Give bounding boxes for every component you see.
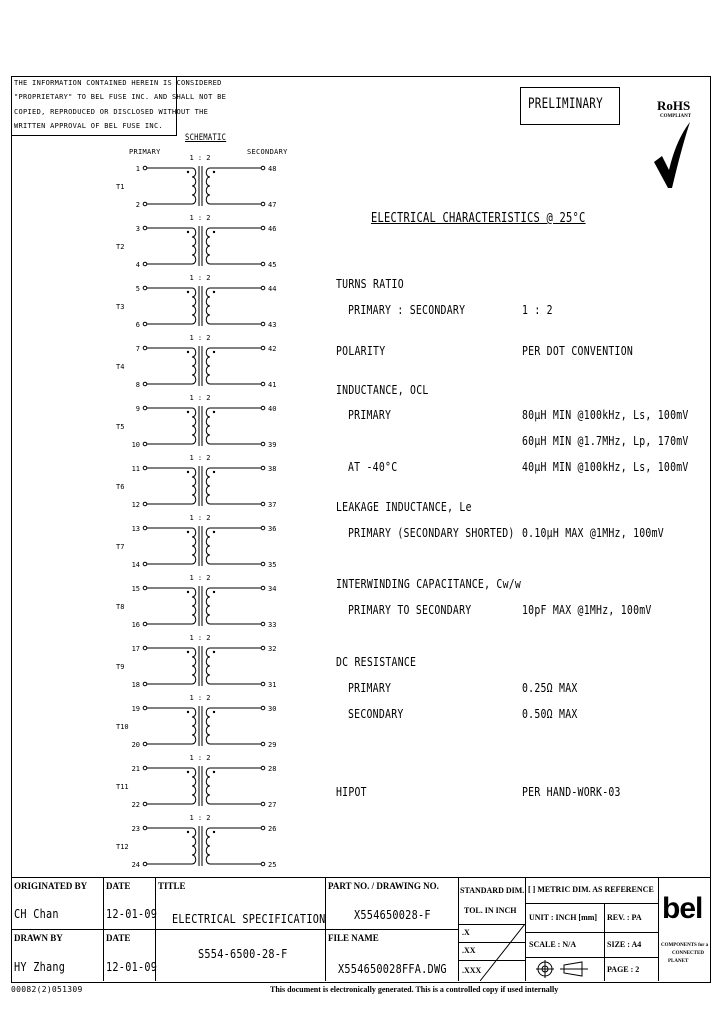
proprietary-notice-line-3: COPIED, REPRODUCED OR DISCLOSED WITHOUT THE xyxy=(14,108,209,116)
channel-t5-label: T5 xyxy=(116,423,125,431)
channel-t5-pin-10: 10 xyxy=(131,441,140,449)
channel-t10-pin-30: 30 xyxy=(268,705,277,713)
channel-t8-primary-coil xyxy=(192,588,196,624)
titleblock-div-3 xyxy=(325,877,326,981)
channel-t3-pin-5: 5 xyxy=(135,285,140,293)
channel-t4-pin-7: 7 xyxy=(135,345,140,353)
channel-t8-pin-33: 33 xyxy=(268,621,277,629)
channel-t7-ratio: 1 : 2 xyxy=(189,514,211,522)
drawn-by-label: DRAWN BY xyxy=(14,933,63,943)
channel-t2-pin-4: 4 xyxy=(135,261,140,269)
tol-x-label: .X xyxy=(462,928,470,937)
size-label: SIZE : A4 xyxy=(607,940,642,949)
titleblock-top-line xyxy=(11,877,710,878)
file-name-label: FILE NAME xyxy=(328,933,379,943)
channel-t10-terminal-p2 xyxy=(143,742,147,746)
channel-t5-dot-primary xyxy=(187,411,189,413)
interwinding-label: INTERWINDING CAPACITANCE, Cw/w xyxy=(336,577,522,591)
channel-t10-pin-19: 19 xyxy=(131,705,140,713)
channel-t12-terminal-p1 xyxy=(143,826,147,830)
right-line-3 xyxy=(525,957,658,958)
right-line-2 xyxy=(525,932,658,933)
title-line-1: ELECTRICAL SPECIFICATION xyxy=(172,912,326,926)
channel-t12-pin-25: 25 xyxy=(268,861,277,869)
channel-t3-terminal-p2 xyxy=(143,322,147,326)
part-no-value: X554650028-F xyxy=(354,908,431,922)
channel-t7-label: T7 xyxy=(116,543,125,551)
channel-t9-primary-coil xyxy=(192,648,196,684)
channel-t4-terminal-p1 xyxy=(143,346,147,350)
turns-ratio-label: TURNS RATIO xyxy=(336,277,404,291)
channel-t4-pin-8: 8 xyxy=(135,381,140,389)
channel-t7-dot-primary xyxy=(187,531,189,533)
channel-t7-secondary-coil xyxy=(206,528,210,564)
titleblock-div-6 xyxy=(658,877,659,981)
channel-t12-pin-24: 24 xyxy=(131,861,140,869)
channel-t3-label: T3 xyxy=(116,303,125,311)
channel-t2-primary-coil xyxy=(192,228,196,264)
scale-label: SCALE : N/A xyxy=(529,940,577,949)
rev-label: REV. : PA xyxy=(607,913,642,922)
channel-t12-dot-secondary xyxy=(213,831,215,833)
channel-t8-pin-34: 34 xyxy=(268,585,277,593)
channel-t4-terminal-s2 xyxy=(261,382,265,386)
channel-t6-terminal-s2 xyxy=(261,502,265,506)
interwinding-primary-label: PRIMARY TO SECONDARY xyxy=(348,603,472,617)
tol-xxx-label: .XXX xyxy=(462,966,482,975)
channel-t12-pin-26: 26 xyxy=(268,825,277,833)
spec-heading: ELECTRICAL CHARACTERISTICS @ 25°C xyxy=(371,211,586,226)
channel-t9-secondary-coil xyxy=(206,648,210,684)
primary-secondary-label: PRIMARY : SECONDARY xyxy=(348,303,466,317)
dcr-primary-label: PRIMARY xyxy=(348,681,392,695)
channel-t4-terminal-s1 xyxy=(261,346,265,350)
channel-t11-pin-21: 21 xyxy=(131,765,140,773)
channel-t5-dot-secondary xyxy=(213,411,215,413)
channel-t12-secondary-coil xyxy=(206,828,210,864)
channel-t1-dot-primary xyxy=(187,171,189,173)
channel-t9-terminal-s2 xyxy=(261,682,265,686)
channel-t3-ratio: 1 : 2 xyxy=(189,274,211,282)
channel-t11-dot-secondary xyxy=(213,771,215,773)
channel-t3-terminal-s2 xyxy=(261,322,265,326)
channel-t8-terminal-s1 xyxy=(261,586,265,590)
polarity-value: PER DOT CONVENTION xyxy=(522,344,634,358)
proprietary-notice-line-2: "PROPRIETARY" TO BEL FUSE INC. AND SHALL NOT BE xyxy=(14,93,227,101)
channel-t1-secondary-coil xyxy=(206,168,210,204)
document-notice: This document is electronically generated. This is a controlled copy if used internally xyxy=(270,985,559,994)
channel-t9-label: T9 xyxy=(116,663,125,671)
channel-t4-secondary-coil xyxy=(206,348,210,384)
dcr-secondary-label: SECONDARY xyxy=(348,707,404,721)
channel-t7-pin-36: 36 xyxy=(268,525,277,533)
channel-t10-terminal-p1 xyxy=(143,706,147,710)
channel-t12-dot-primary xyxy=(187,831,189,833)
channel-t11-terminal-p2 xyxy=(143,802,147,806)
channel-t11-label: T11 xyxy=(116,783,129,791)
drawn-by-value: HY Zhang xyxy=(14,960,66,974)
channel-t10-pin-29: 29 xyxy=(268,741,277,749)
channel-t4-dot-primary xyxy=(187,351,189,353)
channel-t10-primary-coil xyxy=(192,708,196,744)
channel-t2-terminal-p2 xyxy=(143,262,147,266)
hipot-label: HIPOT xyxy=(336,785,367,799)
channel-t9-pin-31: 31 xyxy=(268,681,277,689)
channel-t6-terminal-s1 xyxy=(261,466,265,470)
channel-t11-terminal-s2 xyxy=(261,802,265,806)
right-line-1 xyxy=(525,903,658,904)
tolerance-diagonal xyxy=(480,924,525,981)
channel-t8-dot-primary xyxy=(187,591,189,593)
channel-t7-primary-coil xyxy=(192,528,196,564)
channel-t2-dot-secondary xyxy=(213,231,215,233)
channel-t1-pin-1: 1 xyxy=(135,165,140,173)
channel-t5-secondary-coil xyxy=(206,408,210,444)
channel-t7-terminal-s2 xyxy=(261,562,265,566)
channel-t1-pin-2: 2 xyxy=(135,201,140,209)
channel-t3-terminal-s1 xyxy=(261,286,265,290)
titleblock-mid-line-right xyxy=(325,929,458,930)
channel-t8-label: T8 xyxy=(116,603,125,611)
channel-t6-primary-coil xyxy=(192,468,196,504)
channel-t6-pin-11: 11 xyxy=(131,465,140,473)
inductance-value-3: 40μH MIN @100kHz, Ls, 100mV xyxy=(522,460,689,474)
channel-t1-terminal-p2 xyxy=(143,202,147,206)
channel-t2-ratio: 1 : 2 xyxy=(189,214,211,222)
bel-tagline-3: PLANET xyxy=(668,959,689,964)
channel-t2-label: T2 xyxy=(116,243,125,251)
channel-t3-secondary-coil xyxy=(206,288,210,324)
channel-t7-pin-35: 35 xyxy=(268,561,277,569)
leakage-primary-label: PRIMARY (SECONDARY SHORTED) xyxy=(348,526,515,540)
bel-tagline-2: CONNECTED xyxy=(672,951,704,956)
rohs-sub: COMPLIANT xyxy=(660,114,692,119)
channel-t6-pin-38: 38 xyxy=(268,465,277,473)
channel-t3-pin-6: 6 xyxy=(135,321,140,329)
channel-t6-secondary-coil xyxy=(206,468,210,504)
channel-t4-dot-secondary xyxy=(213,351,215,353)
channel-t1-label: T1 xyxy=(116,183,125,191)
channel-t7-terminal-p2 xyxy=(143,562,147,566)
file-name-value: X554650028FFA.DWG xyxy=(338,962,447,976)
channel-t6-dot-primary xyxy=(187,471,189,473)
channel-t1-terminal-s2 xyxy=(261,202,265,206)
channel-t2-pin-46: 46 xyxy=(268,225,277,233)
polarity-label: POLARITY xyxy=(336,344,386,358)
channel-t12-ratio: 1 : 2 xyxy=(189,814,211,822)
right-div xyxy=(604,903,605,981)
channel-t12-primary-coil xyxy=(192,828,196,864)
channel-t5-terminal-s1 xyxy=(261,406,265,410)
channel-t5-primary-coil xyxy=(192,408,196,444)
leakage-value: 0.10μH MAX @1MHz, 100mV xyxy=(522,526,664,540)
inductance-value-1: 80μH MIN @100kHz, Ls, 100mV xyxy=(522,408,689,422)
unit-label: UNIT : INCH [mm] xyxy=(529,913,598,922)
titleblock-div-1 xyxy=(103,877,104,981)
inductance-primary-label: PRIMARY xyxy=(348,408,392,422)
channel-t2-dot-primary xyxy=(187,231,189,233)
titleblock-div-4 xyxy=(458,877,459,981)
title-label: TITLE xyxy=(158,881,186,891)
channel-t5-terminal-p1 xyxy=(143,406,147,410)
channel-t6-terminal-p2 xyxy=(143,502,147,506)
channel-t5-pin-39: 39 xyxy=(268,441,277,449)
rohs-title: RoHS xyxy=(657,98,691,113)
channel-t10-ratio: 1 : 2 xyxy=(189,694,211,702)
channel-t3-pin-44: 44 xyxy=(268,285,277,293)
channel-t9-dot-primary xyxy=(187,651,189,653)
channel-t1-ratio: 1 : 2 xyxy=(189,154,211,162)
hipot-value: PER HAND-WORK-03 xyxy=(522,785,621,799)
channel-t2-terminal-s2 xyxy=(261,262,265,266)
channel-t6-terminal-p1 xyxy=(143,466,147,470)
bel-logo: bel xyxy=(662,892,703,925)
inductance-label: INDUCTANCE, OCL xyxy=(336,383,429,397)
channel-t4-label: T4 xyxy=(116,363,125,371)
dcr-label: DC RESISTANCE xyxy=(336,655,417,669)
channel-t2-terminal-s1 xyxy=(261,226,265,230)
channel-t7-pin-13: 13 xyxy=(131,525,140,533)
channel-t10-secondary-coil xyxy=(206,708,210,744)
channel-t8-terminal-p1 xyxy=(143,586,147,590)
channel-t3-dot-primary xyxy=(187,291,189,293)
channel-t1-dot-secondary xyxy=(213,171,215,173)
preliminary-text: PRELIMINARY xyxy=(528,96,603,112)
title-line-2: S554-6500-28-F xyxy=(198,947,288,961)
channel-t2-secondary-coil xyxy=(206,228,210,264)
channel-t8-terminal-s2 xyxy=(261,622,265,626)
date-value-1: 12-01-09 xyxy=(106,907,158,921)
channel-t3-terminal-p1 xyxy=(143,286,147,290)
channel-t4-terminal-p2 xyxy=(143,382,147,386)
channel-t4-primary-coil xyxy=(192,348,196,384)
channel-t11-terminal-s1 xyxy=(261,766,265,770)
channel-t11-pin-28: 28 xyxy=(268,765,277,773)
proprietary-notice-line-4: WRITTEN APPROVAL OF BEL FUSE INC. xyxy=(14,122,163,130)
titleblock-mid-line xyxy=(11,929,325,930)
channel-t9-terminal-p1 xyxy=(143,646,147,650)
channel-t8-ratio: 1 : 2 xyxy=(189,574,211,582)
originated-by-value: CH Chan xyxy=(14,907,59,921)
turns-ratio-value: 1 : 2 xyxy=(522,303,553,317)
channel-t10-pin-20: 20 xyxy=(131,741,140,749)
channel-t2-terminal-p1 xyxy=(143,226,147,230)
channel-t9-pin-32: 32 xyxy=(268,645,277,653)
channel-t9-dot-secondary xyxy=(213,651,215,653)
channel-t3-dot-secondary xyxy=(213,291,215,293)
channel-t3-pin-43: 43 xyxy=(268,321,277,329)
tolerance-label: TOL. IN INCH xyxy=(464,906,517,915)
bel-tagline-1: COMPONENTS for a xyxy=(661,943,709,948)
channel-t11-ratio: 1 : 2 xyxy=(189,754,211,762)
channel-t6-pin-12: 12 xyxy=(131,501,140,509)
date-label-2: DATE xyxy=(106,933,131,943)
channel-t1-pin-48: 48 xyxy=(268,165,277,173)
channel-t9-pin-18: 18 xyxy=(131,681,140,689)
channel-t1-pin-47: 47 xyxy=(268,201,277,209)
channel-t8-terminal-p2 xyxy=(143,622,147,626)
channel-t4-ratio: 1 : 2 xyxy=(189,334,211,342)
dcr-secondary-value: 0.50Ω MAX xyxy=(522,707,578,721)
channel-t5-terminal-s2 xyxy=(261,442,265,446)
channel-t1-terminal-p1 xyxy=(143,166,147,170)
channel-t9-ratio: 1 : 2 xyxy=(189,634,211,642)
tol-xx-label: .XX xyxy=(462,946,476,955)
rohs-check-icon xyxy=(652,118,692,190)
primary-label: PRIMARY xyxy=(129,148,161,156)
channel-t12-terminal-s1 xyxy=(261,826,265,830)
channel-t8-pin-16: 16 xyxy=(131,621,140,629)
titleblock-div-5 xyxy=(525,877,526,981)
channel-t1-primary-coil xyxy=(192,168,196,204)
channel-t1-terminal-s1 xyxy=(261,166,265,170)
metric-note: [ ] METRIC DIM. AS REFERENCE xyxy=(528,885,654,894)
channel-t4-pin-41: 41 xyxy=(268,381,277,389)
leakage-label: LEAKAGE INDUCTANCE, Le xyxy=(336,500,472,514)
channel-t11-dot-primary xyxy=(187,771,189,773)
originated-by-label: ORIGINATED BY xyxy=(14,881,88,891)
channel-t6-pin-37: 37 xyxy=(268,501,277,509)
channel-t6-label: T6 xyxy=(116,483,125,491)
interwinding-value: 10pF MAX @1MHz, 100mV xyxy=(522,603,652,617)
channel-t10-terminal-s1 xyxy=(261,706,265,710)
channel-t7-terminal-s1 xyxy=(261,526,265,530)
channel-t7-terminal-p1 xyxy=(143,526,147,530)
channel-t10-label: T10 xyxy=(116,723,129,731)
channel-t11-secondary-coil xyxy=(206,768,210,804)
channel-t8-pin-15: 15 xyxy=(131,585,140,593)
channel-t4-pin-42: 42 xyxy=(268,345,277,353)
channel-t12-label: T12 xyxy=(116,843,129,851)
channel-t5-pin-40: 40 xyxy=(268,405,277,413)
channel-t10-terminal-s2 xyxy=(261,742,265,746)
channel-t5-ratio: 1 : 2 xyxy=(189,394,211,402)
channel-t10-dot-primary xyxy=(187,711,189,713)
channel-t12-pin-23: 23 xyxy=(131,825,140,833)
channel-t7-dot-secondary xyxy=(213,531,215,533)
channel-t9-pin-17: 17 xyxy=(131,645,140,653)
inductance-temp-label: AT -40°C xyxy=(348,460,398,474)
channel-t3-primary-coil xyxy=(192,288,196,324)
channel-t9-terminal-p2 xyxy=(143,682,147,686)
channel-t11-pin-22: 22 xyxy=(131,801,140,809)
dcr-primary-value: 0.25Ω MAX xyxy=(522,681,578,695)
channel-t6-ratio: 1 : 2 xyxy=(189,454,211,462)
channel-t5-terminal-p2 xyxy=(143,442,147,446)
channel-t9-terminal-s1 xyxy=(261,646,265,650)
channel-t11-primary-coil xyxy=(192,768,196,804)
channel-t12-terminal-p2 xyxy=(143,862,147,866)
proprietary-notice-line-1: THE INFORMATION CONTAINED HEREIN IS CONSIDERED xyxy=(14,79,222,87)
schematic-title: SCHEMATIC xyxy=(185,133,227,143)
channel-t6-dot-secondary xyxy=(213,471,215,473)
secondary-label: SECONDARY xyxy=(247,148,288,156)
date-value-2: 12-01-09 xyxy=(106,960,158,974)
part-no-label: PART NO. / DRAWING NO. xyxy=(328,881,439,891)
channel-t7-pin-14: 14 xyxy=(131,561,140,569)
inductance-value-2: 60μH MIN @1.7MHz, Lp, 170mV xyxy=(522,434,689,448)
date-label-1: DATE xyxy=(106,881,131,891)
channel-t11-terminal-p1 xyxy=(143,766,147,770)
page-label: PAGE : 2 xyxy=(607,965,640,974)
channel-t12-terminal-s2 xyxy=(261,862,265,866)
channel-t10-dot-secondary xyxy=(213,711,215,713)
document-id: 00082(2)051309 xyxy=(11,985,83,994)
channel-t8-secondary-coil xyxy=(206,588,210,624)
channel-t2-pin-3: 3 xyxy=(135,225,140,233)
channel-t2-pin-45: 45 xyxy=(268,261,277,269)
standard-dim-label: STANDARD DIM. xyxy=(460,886,525,895)
channel-t8-dot-secondary xyxy=(213,591,215,593)
channel-t5-pin-9: 9 xyxy=(135,405,140,413)
channel-t11-pin-27: 27 xyxy=(268,801,277,809)
transformer-schematic xyxy=(100,150,300,875)
projection-symbol-icon xyxy=(536,960,596,978)
